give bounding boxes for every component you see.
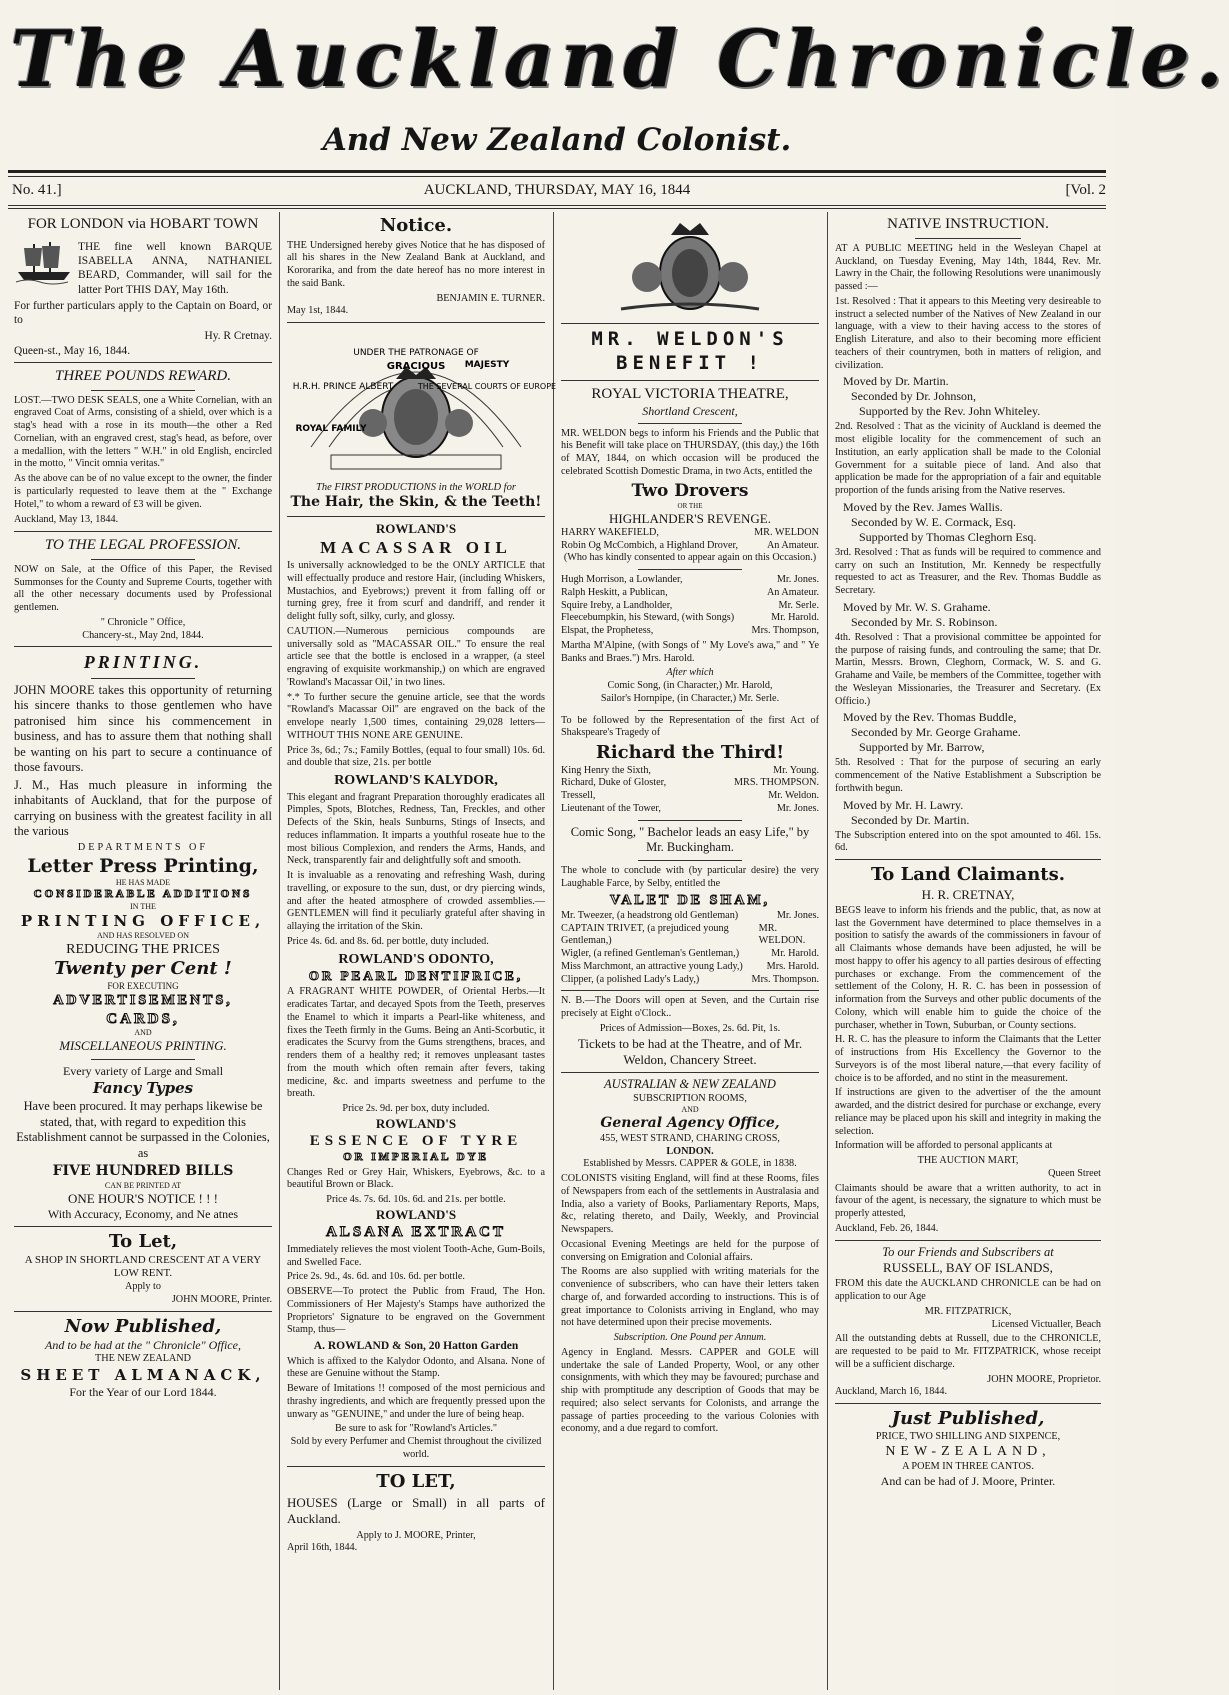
alsana-signature: A. ROWLAND & Son, 20 Hatton Garden [313, 1340, 519, 1353]
cast-actor: Mr. Harold. [771, 948, 819, 959]
printing-p2: J. M., Has much pleasure in informing the inhabitants of Auckland, that for the purpose of carrying on business with the greatest facility in all the various [14, 777, 272, 839]
divider [14, 1311, 272, 1312]
divider [14, 531, 272, 532]
cast-row [561, 600, 819, 613]
printing-can: CAN BE PRINTED AT [104, 1180, 182, 1190]
divider [638, 820, 741, 821]
divider [561, 1072, 819, 1073]
cast-role: CAPTAIN TRIVET, (a prejudiced young Gentleman,) [561, 922, 729, 947]
printing-lpp: Letter Press Printing, [27, 854, 259, 877]
masthead-subtitle: And New Zealand Colonist. [322, 122, 792, 158]
movers-4 [835, 710, 1101, 755]
russell-place: RUSSELL, BAY OF ISLANDS, [883, 1260, 1053, 1276]
macassar-heading1: ROWLAND'S [375, 520, 457, 536]
cast-row [561, 574, 819, 587]
cast-role: Clipper, (a polished Lady's Lady,) [561, 973, 700, 985]
column-4 [835, 215, 1101, 1690]
rooms-london: LONDON. [666, 1145, 714, 1157]
poem-sub: A POEM IN THREE CANTOS. [902, 1460, 1034, 1472]
land-p3: If instructions are given to the advertiser of the the amount awarded, and the district desired for purchase or exchange, every reliance may be placed upon his skill and integrity in making the selection. [835, 1087, 1101, 1137]
rooms-addr: 455, WEST STRAND, CHARING CROSS, [600, 1132, 780, 1144]
cast1-note: (Who has kindly consented to appear again on this Occasion.) [563, 552, 817, 564]
native-intro: AT A PUBLIC MEETING held in the Wesleyan Chapel at Auckland, on Tuesday Evening, May 14th, 1844, Rev. Mr. Lawry in the Chair, the following Resolutions were unanimously passed :— [835, 242, 1101, 292]
cast-actor: Mrs. Thompson. [751, 973, 819, 985]
mover-line: Moved by Mr. W. S. Grahame. [843, 599, 991, 614]
reward-body: LOST.—TWO DESK SEALS, one a White Cornelian, with an engraved Coat of Arms, consisting of a shield, over which is a stag's head with a rose in its mouth—the other a Red Cornelian, with an engraved crest, stag's head, as before, over a medallion, with the letters " W.H." in old English, encircled in the motto, " Vincit omnia veritas." [14, 394, 272, 470]
legal-heading: TO THE LEGAL PROFESSION. [44, 537, 242, 553]
rooms-heading: AUSTRALIAN & NEW ZEALAND [604, 1077, 776, 1091]
crest-arc-text: UNDER THE PATRONAGE OF [353, 348, 479, 358]
hobart-date: Queen-st., May 16, 1844. [14, 344, 131, 357]
alsana-observe: OBSERVE—To protect the Public from Fraud, The Hon. Commissioners of Her Majesty's Stamps have authorized the Proprietors' Signature to be engraved on the Government Stamp, thus— [287, 1286, 545, 1336]
mover-line: Moved by the Rev. James Wallis. [843, 499, 1003, 514]
tolet2-date: April 16th, 1844. [287, 1542, 358, 1554]
cast-list-drovers [561, 527, 819, 553]
alsana-affix: Which is affixed to the Kalydor Odonto, and Alsana. None of these are Genuine without the Stamp. [287, 1355, 545, 1380]
cast-row [561, 527, 819, 540]
rooms-agency: General Agency Office, [600, 1115, 780, 1132]
native-r4: 4th. Resolved : That a provisional committee be appointed for the purpose of raising funds, and controuling the same; that Dr. Martin, Messrs. Brown, Cleghorn, Cormack, W. S. and G. Grahame and Vaile, be members of the Committee, together with the Wesleyan Missionaries, the Treasurer and Secretary. (Ex Officio.) [835, 631, 1101, 707]
printing-fancy: Fancy Types [92, 1078, 194, 1097]
divider [14, 362, 272, 363]
martha-line: Martha M'Alpine, (with Songs of " My Love's awa," and " Ye Banks and Braes.") Mrs. Harold. [561, 639, 819, 664]
dateline [8, 182, 1106, 204]
benefit-intro: MR. WELDON begs to inform his Friends and the Public that his Benefit will take place on THURSDAY, (this day,) the 16th of MAY, 1844, on which occasion will be produced the celebrated Scottish Domestic Drama, in two Acts, entitled the [561, 427, 819, 477]
cast-actor: Mr. Young. [773, 764, 819, 776]
cast-row [561, 948, 819, 961]
tolet-body: A SHOP IN SHORTLAND CRESCENT AT A VERY LOW RENT. [24, 1253, 262, 1280]
native-subscription: The Subscription entered into on the spot amounted to 46l. 15s. 6d. [835, 829, 1101, 854]
movers-1 [835, 374, 1101, 419]
land-p5: Claimants should be aware that a written authority, to act in favour of the agent, is necessary, the signature to which must be properly attested, [835, 1182, 1101, 1219]
hobart-ad [14, 240, 272, 358]
tolet2-apply: Apply to J. MOORE, Printer, [356, 1529, 476, 1541]
poem-heading: Just Published, [891, 1408, 1045, 1430]
hobart-further: For further particulars apply to the Captain on Board, or to [14, 299, 272, 326]
rooms-est: Established by Messrs. CAPPER & GOLE, in 1838. [583, 1158, 797, 1170]
kalydor-price: Price 4s. 6d. and 8s. 6d. per bottle, duty included. [287, 935, 489, 947]
alsana-body: Immediately relieves the most violent Tooth-Ache, Gum-Boils, and Swelled Face. [287, 1243, 545, 1268]
alsana-heading2: ALSANA EXTRACT [326, 1224, 506, 1241]
cast-actor: MR. WELDON. [758, 922, 806, 947]
hobart-heading: FOR LONDON via HOBART TOWN [27, 216, 259, 232]
masthead-title: The Auckland Chronicle. [10, 14, 1229, 105]
tolet-heading: To Let, [108, 1231, 178, 1252]
valet-title: VALET DE SHAM, [609, 893, 771, 909]
printing-p1: JOHN MOORE takes this opportunity of returning his sincere thanks to those gentlemen who have patronised him since his commencement in business, and has to assure them that nothing shall be wanting on his part to secure a continuance of those favours. [14, 682, 272, 775]
legal-body: NOW on Sale, at the Office of this Paper, the Revised Summonses for the County and Supreme Courts, together with all the other necessary documents used by Professional gentlemen. [14, 563, 272, 613]
crest-gracious: GRACIOUS [386, 361, 446, 372]
divider [561, 990, 819, 991]
cast-row [561, 803, 819, 816]
native-r2: 2nd. Resolved : That as the vicinity of Auckland is deemed the most eligible locality for the commencement of such an Institution, an early application shall be made to the Colonial Government for a suitable piece of land. And also that application be made for the appropriation of a fair and equitable proportion of the funds arising from the Native reserves. [835, 421, 1101, 496]
russell-agent: MR. FITZPATRICK, [924, 1305, 1012, 1317]
cast-actor: Mr. Jones. [776, 802, 819, 814]
macassar-further: *.* To further secure the genuine article, see that the words "Rowland's Macassar Oil" are engraved on the back of the envelope nearly 1,500 times, containing 29,028 letters—WITHOUT THIS NONE ARE GENUINE. [287, 691, 545, 741]
hobart-body: THE fine well known BARQUE ISABELLA ANNA, NATHANIEL BEARD, Commander, will sail for the latter Port THIS DAY, May 16th. [78, 240, 272, 296]
notice-date: May 1st, 1844. [287, 305, 349, 317]
mover-line: Seconded by Mr. George Grahame. [851, 725, 1021, 740]
cast-actor: An Amateur. [766, 539, 819, 551]
native-r3: 3rd. Resolved : That as funds will be required to commence and carry on such an Institution, Mr. Kennedy be respectfully requested to act as Treasurer, and the Rev. Thomas Buddle as Secretary. [835, 546, 1101, 596]
tyre-price: Price 4s. 7s. 6d. 10s. 6d. and 21s. per bottle. [326, 1194, 506, 1206]
almanack-line: And to be had at the " Chronicle" Office, [45, 1338, 241, 1352]
theatre-name: ROYAL VICTORIA THEATRE, [591, 385, 789, 402]
conclude-text: The whole to conclude with (by particular desire) the very Laughable Farce, by Selby, entitled the [561, 864, 819, 889]
drovers-orthe: OR THE [677, 501, 703, 510]
printing-inthe: IN THE [130, 902, 156, 911]
comic-song-1: Comic Song, (in Character,) Mr. Harold, [607, 680, 773, 691]
mover-line: Supported by Thomas Cleghorn Esq. [859, 529, 1037, 544]
column-rule [553, 212, 554, 1690]
mover-line: Moved by the Rev. Thomas Buddle, [843, 710, 1017, 725]
cast-actor: An Amateur. [766, 586, 819, 598]
land-p1: BEGS leave to inform his friends and the public, that, as now at last the Government have determined to place themselves in a position to satisfy the awards of the commissioners in favour of all Claimants whose demands have been adjusted, he will be most happy to offer his agency to all parties desirous of effecting purchases or exchange. From the commencement of the settlement of the Colony, H. R. C. has been in possession of information from the Surveys and other public documents of the Colony, which will enable him to guide the choice of the purchaser, whether in Town, Suburban, or County sections. [835, 904, 1101, 1031]
reward-heading: THREE POUNDS REWARD. [54, 367, 231, 384]
cast-role: Wigler, (a refined Gentleman's Gentleman,) [561, 948, 740, 959]
divider [638, 710, 741, 711]
printing-adverts: ADVERTISEMENTS, [53, 993, 233, 1008]
russell-signer: JOHN MOORE, Proprietor. [987, 1373, 1101, 1385]
tolet2-heading: TO LET, [376, 1470, 456, 1492]
printing-cards: CARDS, [106, 1010, 180, 1027]
cast-role: Miss Marchmont, an attractive young Lady,) [561, 960, 743, 972]
divider [835, 1403, 1101, 1404]
cast-role: Lieutenant of the Tower, [561, 802, 661, 814]
cast-row [561, 612, 819, 625]
cast-role: Robin Og McCombich, a Highland Drover, [561, 539, 738, 551]
notice-body: THE Undersigned hereby gives Notice that he has disposed of all his shares in the New Zealand Bank at Auckland, and Kororarika, and from the date hereof has no more interest in the said Bank. [287, 239, 545, 289]
cast-role: Mr. Tweezer, (a headstrong old Gentleman) [561, 909, 739, 921]
printing-dept: DEPARTMENTS OF [77, 841, 209, 853]
land-street: Queen Street [1048, 1167, 1101, 1179]
russell-p1: FROM this date the AUCKLAND CHRONICLE can be had on application to our Age [835, 1278, 1101, 1303]
tyre-heading1: ROWLAND'S [375, 1115, 457, 1131]
printing-five: FIVE HUNDRED BILLS [52, 1163, 234, 1180]
benefit-heading: MR. WELDON'S BENEFIT ! [591, 328, 789, 374]
tolet2-body: HOUSES (Large or Small) in all parts of Auckland. [287, 1495, 545, 1527]
printing-forexec: FOR EXECUTING [107, 980, 179, 991]
cast-row [561, 923, 819, 949]
printing-office: PRINTING OFFICE, [20, 912, 266, 930]
cast-actor: MRS. THOMPSON. [733, 777, 819, 789]
cast-actor: Mr. Harold. [771, 612, 819, 624]
alsana-beware: Beware of Imitations !! composed of the most pernicious and thrashy ingredients, and which are frequently pressed upon the unwary as "GENUINE," and under the lure of being heap. [287, 1383, 545, 1420]
movers-3 [835, 600, 1101, 630]
printing-notice: ONE HOUR'S NOTICE ! ! ! [67, 1190, 219, 1206]
divider [91, 1059, 194, 1060]
mover-line: Seconded by Dr. Johnson, [851, 389, 976, 404]
reward-date: Auckland, May 13, 1844. [14, 514, 119, 526]
kalydor-body2: It is invaluable as a renovating and refreshing Wash, during travelling, or exposure to the sun, dust, or dry piercing winds, and after the heated atmosphere of crowded assemblies.—GENTLEMEN will find it peculiarly grateful after shaving in allaying the irritation of the Skin. [287, 870, 545, 933]
mover-line: Seconded by Dr. Martin. [851, 812, 970, 827]
rooms-p2: Occasional Evening Meetings are held for the purpose of conversing on Emigration and Colonial affairs. [561, 1238, 819, 1263]
rooms-sub: SUBSCRIPTION ROOMS, [633, 1092, 747, 1104]
hair-skin-teeth: The Hair, the Skin, & the Teeth! [290, 494, 542, 511]
cast-row [561, 961, 819, 974]
cast-role: Richard, Duke of Gloster, [561, 777, 667, 789]
prices-admission: Prices of Admission—Boxes, 2s. 6d. Pit, 1s. [599, 1022, 781, 1034]
cast-row [561, 777, 819, 790]
legal-date: Chancery-st., May 2nd, 1844. [82, 629, 204, 641]
drovers-revenge: HIGHLANDER'S REVENGE. [609, 510, 771, 526]
notice-heading: Notice. [379, 215, 453, 236]
theatre-crescent: Shortland Crescent, [642, 403, 738, 418]
macassar-heading2: MACASSAR OIL [320, 537, 512, 557]
printing-accuracy: With Accuracy, Economy, and Ne atnes [47, 1207, 239, 1221]
printing-reducing: REDUCING THE PRICES [66, 941, 220, 957]
divider [561, 380, 819, 381]
cast-row [561, 540, 819, 553]
crest-royal: ROYAL FAMILY [295, 424, 367, 434]
printing-hehas: HE HAS MADE [115, 878, 171, 888]
divider [835, 1240, 1101, 1241]
almanack-year: For the Year of our Lord 1844. [69, 1384, 217, 1399]
alsana-heading1: ROWLAND'S [375, 1206, 457, 1222]
divider [91, 678, 194, 679]
alsana-ask: Be sure to ask for "Rowland's Articles." [334, 1423, 498, 1435]
cast-actor: Mr. Jones. [776, 909, 819, 921]
macassar-caution: CAUTION.—Numerous pernicious compounds are universally sold as "MACASSAR OIL." To ensure the real article see that the bottle is enclosed in a wrapper, (a steel engraving of exquisite workmanship,) on which are engraved 'Rowland's Macassar Oil,' in two lines. [287, 625, 545, 688]
land-heading: To Land Claimants. [870, 864, 1066, 885]
almanack-title: SHEET ALMANACK, [20, 1365, 266, 1384]
cast-role: Squire Ireby, a Landholder, [561, 599, 673, 611]
followed-by: To be followed by the Representation of the first Act of Shakspeare's Tragedy of [561, 714, 819, 739]
poem-price: PRICE, TWO SHILLING AND SIXPENCE, [875, 1430, 1061, 1442]
cast-role: HARRY WAKEFIELD, [561, 526, 659, 538]
first-productions: The FIRST PRODUCTIONS in the WORLD for [316, 482, 516, 493]
column-1 [14, 215, 272, 1690]
printing-twenty: Twenty per Cent ! [54, 958, 232, 980]
place-date: AUCKLAND, THURSDAY, MAY 16, 1844 [423, 182, 691, 198]
doors-note: N. B.—The Doors will open at Seven, and the Curtain rise precisely at Eight o'Clock.. [561, 995, 819, 1019]
russell-vict: Licensed Victualler, Beach [991, 1318, 1101, 1330]
cast-list-drovers-2 [561, 574, 819, 638]
land-mart: THE AUCTION MART, [917, 1155, 1019, 1166]
divider [91, 559, 194, 560]
cast-row [561, 587, 819, 600]
legal-office: " Chronicle " Office, [100, 616, 186, 628]
printing-have: Have been procured. It may perhaps likewise be stated, that, with regard to expedition this Establishment cannot be surpassed in the Colonies, as [16, 1099, 270, 1160]
after-which: After which [666, 667, 714, 679]
column-3 [561, 215, 819, 1690]
printing-every: Every variety of Large and Small [62, 1063, 224, 1078]
cast-list-valet [561, 910, 819, 987]
cast-row [561, 765, 819, 778]
ship-icon [14, 240, 74, 284]
land-p2: H. R. C. has the pleasure to inform the Claimants that the Letter of instructions from His Excellency the Governor to the Surveyors is of the most liberal nature,—that every facility of choice is to be afforded, and no stint in the measurement. [835, 1034, 1101, 1084]
almanack-heading: Now Published, [64, 1315, 222, 1337]
land-date: Auckland, Feb. 26, 1844. [835, 1222, 939, 1234]
odonto-sub: OR PEARL DENTIFRICE, [308, 968, 524, 984]
odonto-price: Price 2s. 9d. per box, duty included. [342, 1103, 490, 1115]
divider [14, 1226, 272, 1227]
printing-and: AND [134, 1028, 152, 1038]
printing-misc: MISCELLANEOUS PRINTING. [59, 1038, 227, 1054]
cast-actor: Mrs. Harold. [766, 960, 819, 972]
dateline-rule-2 [8, 208, 1106, 209]
mover-line: Supported by Mr. Barrow, [859, 740, 985, 755]
printing-resolved: AND HAS RESOLVED ON [97, 930, 189, 940]
mover-line: Moved by Dr. Martin. [843, 374, 949, 389]
movers-5 [835, 798, 1101, 828]
mover-line: Supported by the Rev. John Whiteley. [859, 404, 1041, 419]
reward-note: As the above can be of no value except to the owner, the finder is particularly requested to leave them at the " Exchange Hotel," to whom a reward of £3 will be given. [14, 473, 272, 510]
richard-title: Richard the Third! [595, 742, 785, 763]
header-rule [8, 170, 1106, 173]
divider [287, 322, 545, 323]
rooms-p4: Agency in England. Messrs. CAPPER and GOLE will undertake the sale of Landed Property, Wool, or any other consignments, with which they may be favoured; purchase and ship with promptitude any description of Goods that may be required; also select servants for Colonists, and arrange the passage of parties proceeding to the various Colonies with economy, and a due regard to comfort. [561, 1346, 819, 1435]
notice-signer: BENJAMIN E. TURNER. [436, 292, 545, 304]
volume-number: [Vol. 2 [1065, 182, 1106, 198]
land-name: H. R. CRETNAY, [921, 886, 1015, 902]
tolet-signer: JOHN MOORE, Printer. [171, 1293, 272, 1305]
divider [561, 323, 819, 324]
kalydor-body: This elegant and fragrant Preparation thoroughly eradicates all Pimples, Spots, Blotches, Redness, Tan, Freckles, and other Defects of the Skin, heals Sunburns, Stings of Insects, and reduces inflammation. It imparts a youthful roseate hue to the most bilious Complexion, and renders the Arms, Hands, and Neck, transparently fair and delightfully soft and smooth. [287, 791, 545, 867]
cast-role: Elspat, the Prophetess, [561, 625, 654, 636]
drovers-title: Two Drovers [631, 480, 749, 501]
crest-majesty: MAJESTY [464, 360, 510, 370]
column-rule [279, 212, 280, 1690]
dateline-rule [8, 205, 1106, 206]
header-rule-thin [8, 176, 1106, 177]
divider [835, 859, 1101, 860]
mover-line: Seconded by W. E. Cormack, Esq. [851, 514, 1016, 529]
column-rule [827, 212, 828, 1690]
crest-left: H.R.H. PRINCE ALBERT [292, 382, 394, 392]
mover-line: Moved by Mr. H. Lawry. [843, 797, 964, 812]
alsana-price: Price 2s. 9d., 4s. 6d. and 10s. 6d. per bottle. [287, 1271, 465, 1283]
divider [915, 238, 1021, 239]
mover-line: Seconded by Mr. S. Robinson. [851, 614, 998, 629]
almanack-nz: THE NEW ZEALAND [94, 1353, 191, 1364]
tyre-heading2: ESSENCE OF TYRE [309, 1133, 523, 1150]
cast-actor: Mr. Weldon. [768, 790, 819, 801]
macassar-price: Price 3s, 6d.; 7s.; Family Bottles, (equal to four small) 10s. 6d. and double that size, 21s. per bottle [287, 744, 545, 769]
alsana-sold: Sold by every Perfumer and Chemist throughout the civilized world. [290, 1436, 542, 1460]
tolet-apply: Apply to [125, 1281, 161, 1292]
hornpipe: Sailor's Hornpipe, (in Character,) Mr. Serle. [600, 692, 780, 704]
russell-heading: To our Friends and Subscribers at [882, 1244, 1054, 1259]
poem-had: And can be had of J. Moore, Printer. [880, 1473, 1056, 1488]
macassar-body: Is universally acknowledged to be the ONLY ARTICLE that will effectually produce and restore Hair, (including Whiskers, Mustachios, and Eyebrows;) prevent it from falling off or turning grey, free it from scurf and dandriff, and render it delight fully soft, silky, curly, and glossy. [287, 560, 545, 623]
divider [14, 646, 272, 647]
cast-row [561, 625, 819, 638]
divider [91, 390, 194, 391]
cast-actor: Mr. Serle. [778, 599, 819, 611]
hobart-signer: Hy. R Cretnay. [204, 330, 272, 343]
cast-role: Hugh Morrison, a Lowlander, [561, 574, 683, 585]
cast-role: King Henry the Sixth, [561, 764, 651, 776]
tyre-body: Changes Red or Grey Hair, Whiskers, Eyebrows, &c. to a beautiful Brown or Black. [287, 1166, 545, 1191]
russell-date: Auckland, March 16, 1844. [835, 1386, 948, 1398]
printing-additions: CONSIDERABLE ADDITIONS [33, 888, 253, 901]
tickets-info: Tickets to be had at the Theatre, and of Mr. Weldon, Chancery Street. [577, 1035, 803, 1067]
cast-actor: Mrs. Thompson, [751, 625, 819, 636]
cast-row [561, 910, 819, 923]
native-r5: 5th. Resolved : That for the purpose of securing an early commencement of the Native Establishment a Subscription be forthwith begun. [835, 757, 1101, 794]
cast-actor: MR. WELDON [754, 526, 819, 538]
printing-heading: PRINTING. [83, 652, 203, 673]
native-heading: NATIVE INSTRUCTION. [887, 216, 1049, 232]
odonto-heading: ROWLAND'S ODONTO, [338, 951, 494, 967]
cast-actor: Mr. Jones. [776, 574, 819, 585]
divider [287, 1466, 545, 1467]
cast-role: Tressell, [561, 790, 596, 801]
cast-role: Ralph Heskitt, a Publican, [561, 586, 668, 598]
divider [638, 423, 741, 424]
russell-p2: All the outstanding debts at Russell, due to the CHRONICLE, are requested to be paid to Mr. FITZPATRICK, whose receipt will be a sufficient discharge. [835, 1333, 1101, 1370]
rooms-p1: COLONISTS visiting England, will find at these Rooms, files of Newspapers from each of the settlements in Australasia and India, also a variety of Books, Parliamentary Reports, Maps, &c, relating thereto, and Daily, Weekly, and Provincial Newspapers. [561, 1173, 819, 1236]
native-r1: 1st. Resolved : That it appears to this Meeting very desireable to instruct a selected number of the Natives of New Zealand in our language, with a view to their having access to the stores of English Literature, and also to their becoming more efficient teachers of their countrymen, both in matters of religion, and civilization. [835, 295, 1101, 371]
land-p4: Information will be afforded to personal applicants at [835, 1140, 1053, 1152]
cast-role: Fleecebumpkin, his Steward, (with Songs) [561, 612, 735, 624]
divider [287, 516, 545, 517]
cast-row [561, 790, 819, 803]
coat-of-arms-image [561, 215, 819, 315]
royal-crest-image [291, 327, 557, 477]
issue-number: No. 41.] [12, 182, 62, 198]
crest-right: THE SEVERAL COURTS OF EUROPE [417, 382, 557, 391]
cast-row [561, 974, 819, 987]
cast-list-richard [561, 765, 819, 816]
rooms-and: AND [681, 1105, 699, 1115]
rooms-p3: The Rooms are also supplied with writing materials for the convenience of subscribers, who can have their letters taken charge of, and forwarded according to instructions. This is of great importance to Colonists arriving in England, who may not have determined upon their precise movements. [561, 1266, 819, 1329]
tyre-sub: OR IMPERIAL DYE [343, 1150, 489, 1163]
odonto-body: A FRAGRANT WHITE POWDER, of Oriental Herbs.—It eradicates Tartar, and decayed Spots from the Teeth, preserves the Enamel to which it imparts a Pearl-like whiteness, and fixes the Teeth firmly in the Gums. Being an Anti-Scorbutic, it eradicates the Scurvy from the Gums strengthens, braces, and renders them of a healthy red; it removes unpleasant tastes from the mouth which often remain after fevers, taking medicine, &c. and imparts sweetness and perfume to the breath. [287, 986, 545, 1100]
comic-song-2: Comic Song, " Bachelor leads an easy Life," by Mr. Buckingham. [570, 824, 810, 855]
kalydor-heading: ROWLAND'S KALYDOR, [334, 773, 498, 789]
divider [638, 569, 741, 570]
movers-2 [835, 500, 1101, 545]
poem-title: NEW-ZEALAND, [885, 1444, 1051, 1460]
divider [638, 860, 741, 861]
column-2 [287, 215, 557, 1690]
rooms-subscription: Subscription. One Pound per Annum. [613, 1332, 767, 1344]
